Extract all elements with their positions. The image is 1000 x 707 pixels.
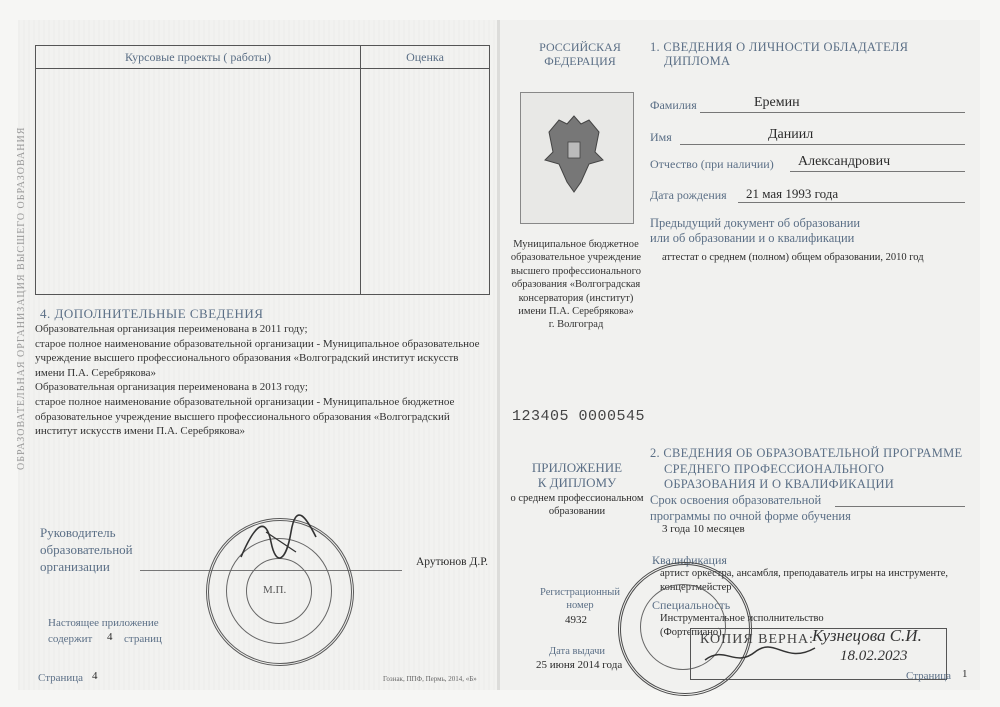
name-value: Даниил <box>768 127 814 142</box>
additional-line: старое полное наименование образовательной организации - Муниципальное бюджетное <box>35 395 455 408</box>
dob-label: Дата рождения <box>650 188 727 202</box>
additional-info-text <box>35 322 480 439</box>
copy-date: 18.02.2023 <box>840 648 908 664</box>
dob-line <box>738 202 965 203</box>
term-value: 3 года 10 месяцев <box>662 523 745 535</box>
additional-line: институт искусств имени П.А. Серебрякова» <box>35 425 246 438</box>
surname-line <box>700 112 965 113</box>
term-label-line: Срок освоения образовательной <box>650 493 822 507</box>
appendix-sub-line: о среднем профессиональном <box>510 493 644 504</box>
org-line: имени П.А. Серебрякова» <box>518 306 634 318</box>
name-label: Имя <box>650 130 672 144</box>
appendix-title <box>512 460 642 490</box>
patronymic-line <box>790 171 965 172</box>
section-2-line: 2. СВЕДЕНИЯ ОБ ОБРАЗОВАТЕЛЬНОЙ ПРОГРАММЕ <box>650 446 963 460</box>
left-page-label: Страница <box>38 672 84 684</box>
pages-contains: содержит <box>48 633 93 645</box>
additional-line: Образовательная организация переименована в 2011 году; <box>35 323 308 335</box>
additional-line: имени П.А. Серебрякова» <box>35 366 156 379</box>
head-label-line: Руководитель <box>40 525 116 540</box>
org-line: образования «Волгоградская <box>511 279 641 291</box>
term-line <box>835 506 965 507</box>
org-line: консерватория (институт) <box>518 292 634 304</box>
country-name <box>522 40 638 68</box>
reg-label-line: Регистрационный <box>540 587 620 598</box>
org-line: высшего профессионального <box>511 265 641 277</box>
reg-label-line: номер <box>566 600 594 611</box>
specialty-line: Инструментальное исполнительство <box>660 613 824 624</box>
course-projects-header: Курсовые проекты ( работы) <box>36 46 361 69</box>
additional-line: Образовательная организация переименована в 2013 году; <box>35 381 308 394</box>
pages-line1: Настоящее приложение <box>48 617 159 629</box>
head-name: Арутюнов Д.Р. <box>416 556 489 568</box>
qualification-line: артист оркестра, ансамбля, преподаватель игры на инструменте, <box>660 568 949 579</box>
section-2-line: СРЕДНЕГО ПРОФЕССИОНАЛЬНОГО <box>664 461 885 476</box>
head-label-line: образовательной <box>40 542 133 557</box>
copy-certified-label: КОПИЯ ВЕРНА: <box>700 632 814 647</box>
left-margin-text: ОБРАЗОВАТЕЛЬНАЯ ОРГАНИЗАЦИЯ ВЫСШЕГО ОБРАЗОВАНИЯ <box>16 126 27 470</box>
head-label <box>40 524 133 575</box>
section-2-heading <box>650 446 962 493</box>
surname-label: Фамилия <box>650 98 697 112</box>
course-projects-cell <box>36 69 361 295</box>
org-line: образовательное учреждение <box>510 252 642 264</box>
patronymic-value: Александрович <box>798 154 891 169</box>
specialty-line: (Фортепиано) <box>660 627 722 638</box>
pages-count: 4 <box>107 631 113 643</box>
section-2-line: ОБРАЗОВАНИЯ И О КВАЛИФИКАЦИИ <box>664 477 895 491</box>
appendix-line: ПРИЛОЖЕНИЕ <box>531 460 623 475</box>
specialty-label: Специальность <box>652 598 731 612</box>
prev-doc-label-line: или об образовании и о квалификации <box>650 231 855 245</box>
copy-signature-icon <box>700 640 820 670</box>
left-page-number: 4 <box>92 670 98 682</box>
country-line: ФЕДЕРАЦИЯ <box>544 54 616 68</box>
qualification-label: Квалификация <box>652 553 727 567</box>
head-label-line: организации <box>40 559 110 574</box>
country-line: РОССИЙСКАЯ <box>539 40 621 54</box>
surname-value: Еремин <box>754 95 800 110</box>
head-signature-icon <box>236 512 326 572</box>
section-1-line: ДИПЛОМА <box>664 54 731 68</box>
printer-mark: Гознак, ППФ, Пермь, 2014, «Б» <box>383 675 477 683</box>
dob-value: 21 мая 1993 года <box>746 186 839 201</box>
right-page-number: 1 <box>962 668 968 680</box>
patronymic-label: Отчество (при наличии) <box>650 157 774 171</box>
coat-of-arms-icon <box>541 112 607 196</box>
qualification-line: концертмейстер <box>660 582 732 593</box>
term-label <box>650 493 851 524</box>
prev-doc-label-line: Предыдущий документ об образовании <box>650 216 861 230</box>
additional-line: образовательное учреждение высшего профессионального образования «Волгоградский <box>35 410 450 423</box>
pages-unit: страниц <box>124 633 162 645</box>
additional-line: старое полное наименование образовательной организации - Муниципальное образовательное <box>35 337 480 350</box>
right-page-label: Страница <box>906 670 952 682</box>
grade-cell <box>361 69 490 295</box>
copy-signature: Кузнецова С.И. <box>812 626 922 645</box>
org-line: г. Волгоград <box>548 319 604 331</box>
org-line: Муниципальное бюджетное <box>513 239 639 250</box>
course-projects-table <box>35 45 490 295</box>
prev-doc-value: аттестат о среднем (полном) общем образовании, 2010 год <box>662 252 924 263</box>
term-label-line: программы по очной форме обучения <box>650 508 851 523</box>
issue-date-label: Дата выдачи <box>549 646 606 657</box>
registration-number: 4932 <box>565 614 587 626</box>
organization-name <box>508 238 644 332</box>
appendix-line: К ДИПЛОМУ <box>537 475 617 490</box>
name-line <box>680 144 965 145</box>
appendix-subtitle <box>506 492 648 518</box>
section-1-heading <box>650 40 908 68</box>
grade-header: Оценка <box>361 46 490 69</box>
prev-doc-label <box>650 216 860 246</box>
additional-line: учреждение высшего профессионального образования «Волгоградский институт искусств <box>35 352 459 365</box>
issue-date: 25 июня 2014 года <box>536 659 623 671</box>
section-1-line: 1. СВЕДЕНИЯ О ЛИЧНОСТИ ОБЛАДАТЕЛЯ <box>650 40 909 54</box>
appendix-sub-line: образовании <box>548 506 606 517</box>
seal-label: М.П. <box>263 584 287 596</box>
serial-number: 123405 0000545 <box>512 408 646 425</box>
additional-info-heading: 4. ДОПОЛНИТЕЛЬНЫЕ СВЕДЕНИЯ <box>40 306 264 321</box>
